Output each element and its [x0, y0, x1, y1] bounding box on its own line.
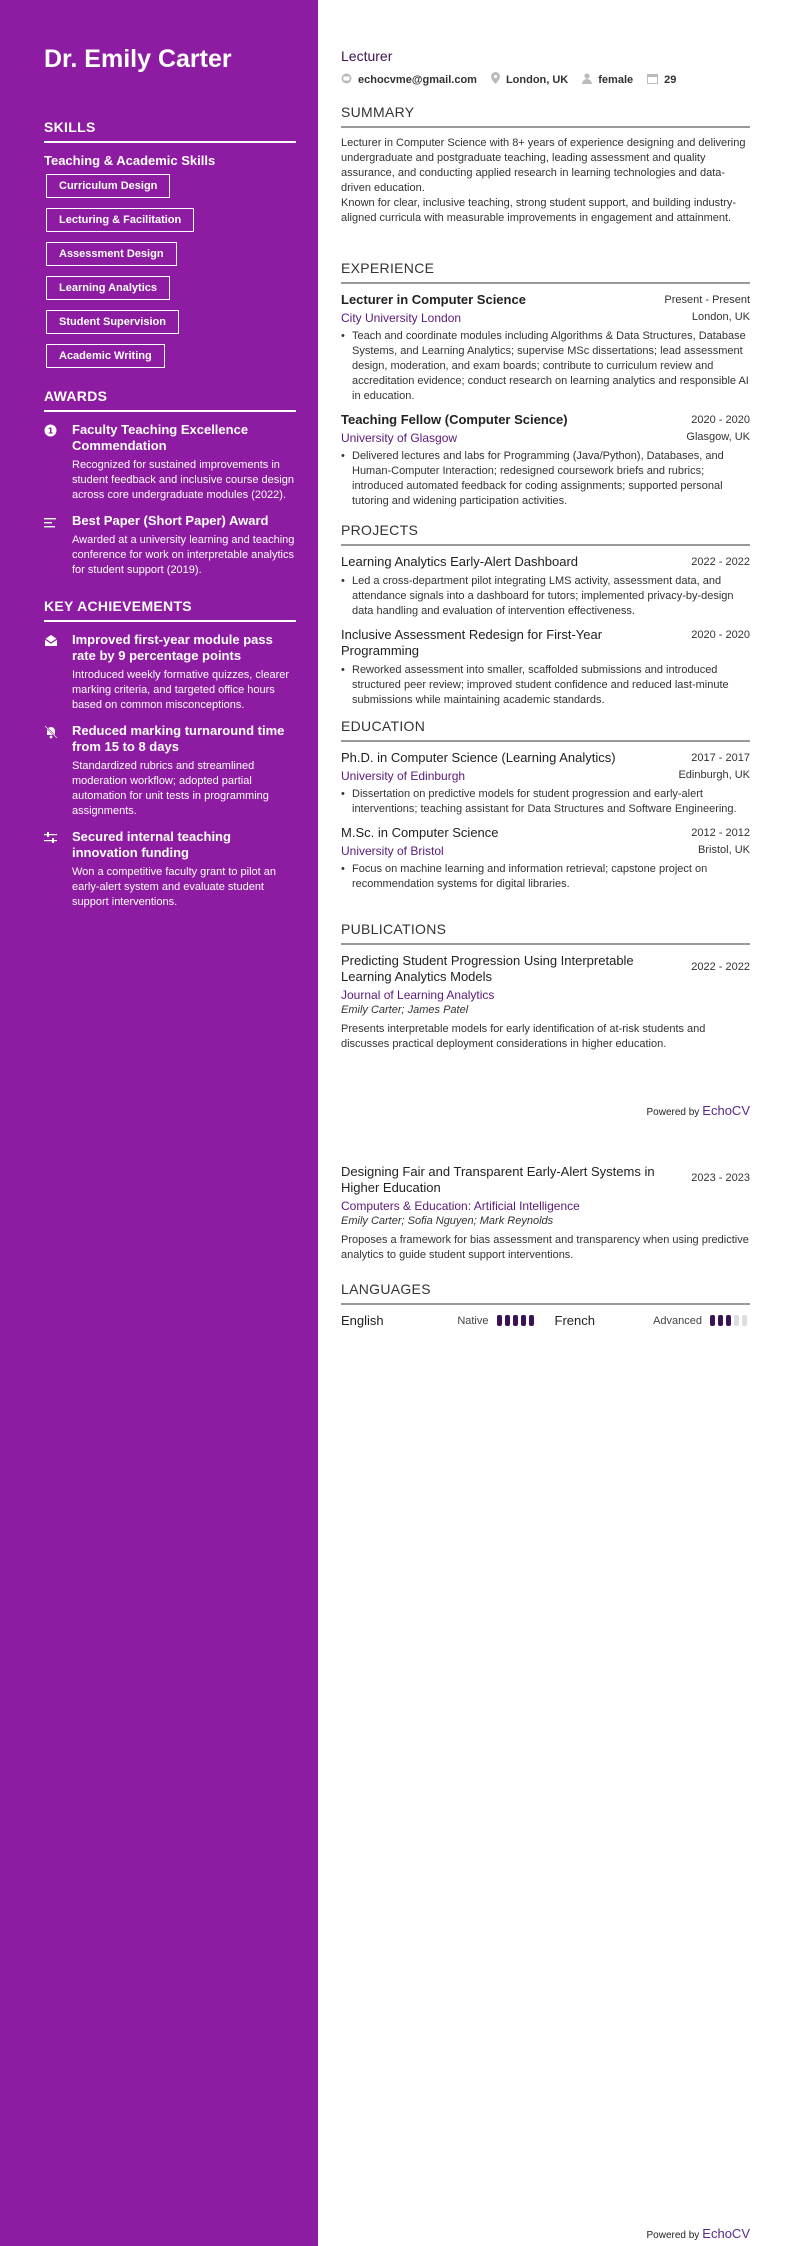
- svg-text:1: 1: [47, 426, 54, 436]
- project-title: Inclusive Assessment Redesign for First-Year Programming: [341, 627, 603, 658]
- level-dot: [742, 1315, 747, 1326]
- achievement-desc: Standardized rubrics and streamlined moderation workflow; adopted partial automation for unit tests in programming assignments.: [72, 760, 269, 817]
- degree-title: Ph.D. in Computer Science (Learning Analytics): [341, 750, 616, 765]
- language-item: [555, 1313, 751, 1328]
- award-title: Best Paper (Short Paper) Award: [72, 513, 269, 528]
- skill-tag: Curriculum Design: [46, 174, 170, 198]
- sidebar: [0, 0, 318, 2246]
- level-dot: [497, 1315, 502, 1326]
- awards-heading: AWARDS: [44, 388, 296, 412]
- language-level: Advanced: [653, 1314, 702, 1327]
- achievement-item: [44, 723, 296, 819]
- powered-by: [646, 2226, 750, 2241]
- envelope-open-icon: [44, 632, 72, 713]
- institution: University of Bristol: [341, 844, 444, 858]
- publication-desc: Proposes a framework for bias assessment and transparency when using predictive analytics to guide student support interventions.: [341, 1234, 749, 1261]
- languages-row: [341, 1313, 750, 1328]
- skill-tag: Assessment Design: [46, 242, 177, 266]
- publication-venue: Journal of Learning Analytics: [341, 988, 495, 1002]
- award-item: [44, 513, 296, 578]
- skill-tag: Academic Writing: [46, 344, 165, 368]
- achievement-title: Reduced marking turnaround time from 15 to 8 days: [72, 723, 285, 754]
- publication-title: Designing Fair and Transparent Early-Alert Systems in Higher Education: [341, 1164, 655, 1195]
- achievement-item: [44, 829, 296, 910]
- degree-title: M.Sc. in Computer Science: [341, 825, 499, 840]
- achievement-desc: Won a competitive faculty grant to pilot an early-alert system and evaluate student support interventions.: [72, 866, 277, 908]
- language-level: Native: [457, 1314, 489, 1327]
- publication-venue: Computers & Education: Artificial Intelligence: [341, 1199, 580, 1213]
- email-text: echocvme@gmail.com: [358, 73, 477, 86]
- skill-tag: Learning Analytics: [46, 276, 170, 300]
- powered-by: [646, 1103, 750, 1118]
- job-title: Lecturer: [341, 48, 393, 64]
- location-text: London, UK: [505, 73, 569, 86]
- calendar-icon: [647, 73, 664, 87]
- award-item: [44, 422, 296, 503]
- publication-dates: 2022 - 2022: [691, 961, 750, 973]
- skills-heading: SKILLS: [44, 119, 296, 143]
- language-dots: [497, 1315, 537, 1326]
- achievements-heading: KEY ACHIEVEMENTS: [44, 598, 296, 622]
- candidate-name: Dr. Emily Carter: [44, 45, 232, 73]
- age-text: 29: [664, 73, 677, 86]
- contact-age: [647, 73, 676, 87]
- level-dot: [505, 1315, 510, 1326]
- organization: University of Glasgow: [341, 431, 458, 445]
- education-entry: [341, 825, 750, 892]
- education-heading: EDUCATION: [341, 718, 750, 742]
- achievements-section: [44, 598, 296, 910]
- skill-group-title: Teaching & Academic Skills: [44, 153, 216, 168]
- organization: City University London: [341, 311, 462, 325]
- publication-entry: [341, 953, 750, 1052]
- summary-paragraph: Lecturer in Computer Science with 8+ years of experience designing and delivering undergraduate and postgraduate teaching, leading assessment and quality assurance, and conducting applied research in learning technologies and data-driven education.: [341, 137, 746, 194]
- language-item: [341, 1313, 537, 1328]
- publication-title: Predicting Student Progression Using Interpretable Learning Analytics Models: [341, 953, 634, 984]
- location: Bristol, UK: [698, 844, 750, 856]
- role-title: Teaching Fellow (Computer Science): [341, 412, 568, 427]
- bullet-item: • Delivered lectures and labs for Programming (Java/Python), Databases, and Human-Computer Interaction; redesigned coursework briefs and rubrics; introduced automated feedback for coding assignments; supported personal tutoring and widening participation activities.: [341, 449, 750, 509]
- skill-tag: Lecturing & Facilitation: [46, 208, 194, 232]
- summary-section: [341, 104, 750, 226]
- level-dot: [710, 1315, 715, 1326]
- brand-link[interactable]: EchoCV: [702, 2226, 750, 2241]
- publication-entry: [341, 1164, 750, 1263]
- skill-tag: Student Supervision: [46, 310, 179, 334]
- level-dot: [521, 1315, 526, 1326]
- award-desc: Awarded at a university learning and teaching conference for work on interpretable analytics for student support (2019).: [72, 534, 295, 576]
- mail-icon: [341, 73, 358, 87]
- experience-entry: [341, 292, 750, 404]
- level-dot: [529, 1315, 534, 1326]
- publications-heading: PUBLICATIONS: [341, 921, 750, 945]
- level-dot: [726, 1315, 731, 1326]
- location: London, UK: [691, 311, 750, 323]
- summary-heading: SUMMARY: [341, 104, 750, 128]
- medal-icon: [44, 422, 72, 503]
- gender-text: female: [598, 73, 634, 86]
- role-dates: 2020 - 2020: [691, 414, 750, 426]
- publication-authors: Emily Carter; Sofia Nguyen; Mark Reynolds: [341, 1215, 554, 1227]
- projects-heading: PROJECTS: [341, 522, 750, 546]
- projects-section: [341, 522, 750, 716]
- award-desc: Recognized for sustained improvements in student feedback and inclusive course design across core undergraduate modules (2022).: [72, 459, 294, 501]
- location-pin-icon: [491, 72, 506, 87]
- achievement-item: [44, 632, 296, 713]
- awards-section: [44, 388, 296, 578]
- project-dates: 2022 - 2022: [691, 556, 750, 568]
- person-icon: [582, 73, 598, 87]
- languages-heading: LANGUAGES: [341, 1281, 750, 1305]
- project-entry: [341, 554, 750, 619]
- bullet-item: • Reworked assessment into smaller, scaffolded submissions and introduced structured peer review; improved student confidence and reduced last-minute submissions while maintaining academic standards.: [341, 663, 750, 708]
- contact-email[interactable]: [341, 73, 477, 87]
- institution: University of Edinburgh: [341, 769, 466, 783]
- role-title: Lecturer in Computer Science: [341, 292, 526, 307]
- level-dot: [734, 1315, 739, 1326]
- bullet-item: • Dissertation on predictive models for student progression and early-alert interventions; teaching assistant for Data Structures and Software Engineering.: [341, 787, 750, 817]
- achievement-desc: Introduced weekly formative quizzes, clearer marking criteria, and targeted office hours based on common misconceptions.: [72, 669, 290, 711]
- location: Glasgow, UK: [686, 431, 750, 443]
- contact-location: [491, 72, 568, 87]
- bullet-item: • Focus on machine learning and information retrieval; capstone project on recommendation systems for digital libraries.: [341, 862, 750, 892]
- role-dates: Present - Present: [664, 294, 750, 306]
- degree-dates: 2017 - 2017: [691, 752, 750, 764]
- project-title: Learning Analytics Early-Alert Dashboard: [341, 554, 579, 569]
- contact-gender: [582, 73, 633, 87]
- text-lines-icon: [44, 513, 72, 578]
- level-dot: [513, 1315, 518, 1326]
- language-name: French: [554, 1313, 595, 1328]
- summary-paragraph: Known for clear, inclusive teaching, strong student support, and building industry-aligned curricula with measurable improvements in engagement and attainment.: [341, 197, 737, 224]
- bullet-item: • Teach and coordinate modules including Algorithms & Data Structures, Database Systems, and Learning Analytics; supervise MSc dissertations; lead assessment design, moderation, and exam boards; contribute to curriculum review and accreditation evidence; conduct research on learning analytics and responsible AI in education.: [341, 329, 750, 404]
- publication-dates: 2023 - 2023: [691, 1172, 750, 1184]
- languages-section: [341, 1281, 750, 1328]
- experience-section: [341, 260, 750, 517]
- experience-entry: [341, 412, 750, 509]
- publications-continued: [341, 1164, 750, 1271]
- bell-off-icon: [44, 723, 72, 819]
- location: Edinburgh, UK: [678, 769, 750, 781]
- powered-text: Powered by: [646, 1107, 700, 1118]
- language-name: English: [341, 1313, 384, 1328]
- powered-text: Powered by: [646, 2230, 700, 2241]
- publication-authors: Emily Carter; James Patel: [341, 1004, 469, 1016]
- degree-dates: 2012 - 2012: [691, 827, 750, 839]
- education-entry: [341, 750, 750, 817]
- achievement-title: Improved first-year module pass rate by 9 percentage points: [72, 632, 273, 663]
- sliders-icon: [44, 829, 72, 910]
- project-entry: [341, 627, 750, 708]
- project-dates: 2020 - 2020: [691, 629, 750, 641]
- publication-desc: Presents interpretable models for early identification of at-risk students and discusses practical deployment considerations in higher education.: [341, 1023, 706, 1050]
- experience-heading: EXPERIENCE: [341, 260, 750, 284]
- bullet-item: • Led a cross-department pilot integrating LMS activity, assessment data, and attendance signals into a dashboard for tutors; implemented privacy-by-design data handling and evaluation of intervention effectiveness.: [341, 574, 750, 619]
- level-dot: [718, 1315, 723, 1326]
- contact-row: [341, 72, 690, 87]
- skills-section: [44, 119, 296, 368]
- publications-section: [341, 921, 750, 1060]
- brand-link[interactable]: EchoCV: [702, 1103, 750, 1118]
- achievement-title: Secured internal teaching innovation funding: [72, 829, 231, 860]
- award-title: Faculty Teaching Excellence Commendation: [72, 422, 249, 453]
- education-section: [341, 718, 750, 900]
- language-dots: [710, 1315, 750, 1326]
